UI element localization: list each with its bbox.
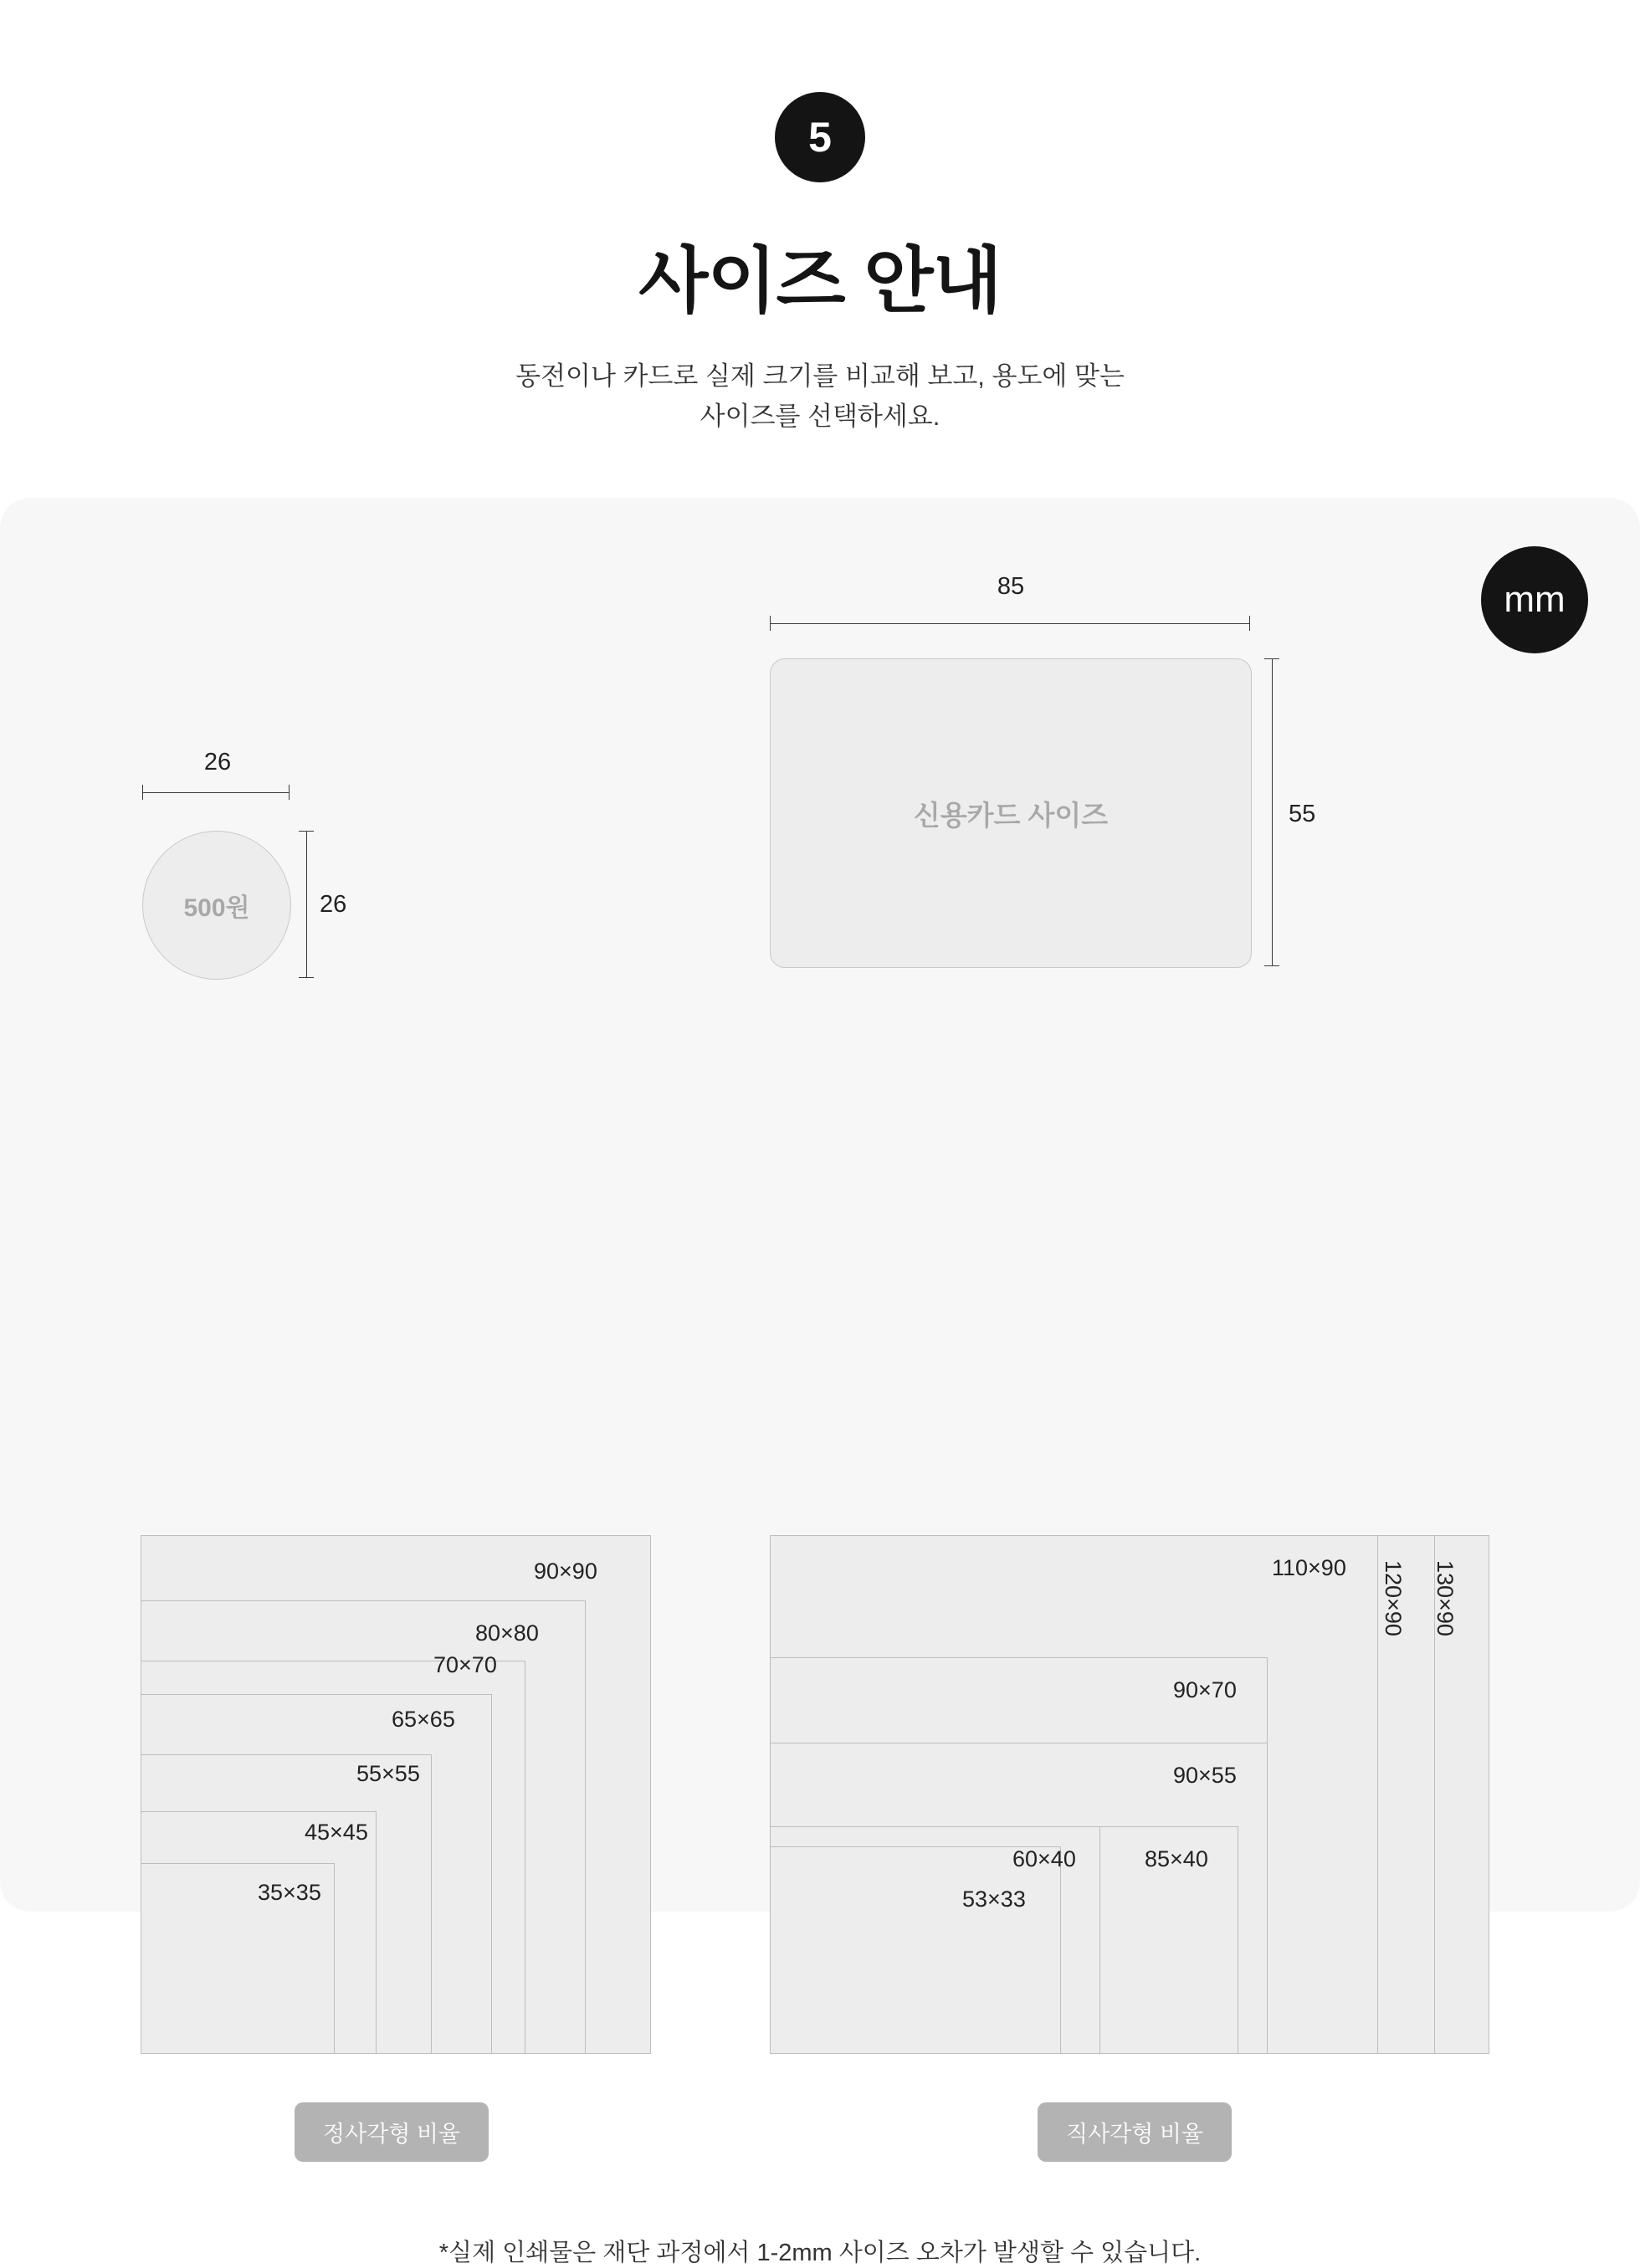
coin-width-dim-line [142,792,290,793]
coin-width-label: 26 [203,749,232,776]
rect-label-120x90: 120×90 [1381,1560,1406,1636]
page-subtitle-line1: 동전이나 카드로 실제 크기를 비교해 보고, 용도에 맞는 [515,361,1125,391]
rectangle-ratio-tag: 직사각형 비율 [1038,2102,1232,2162]
square-label-90: 90×90 [534,1559,597,1584]
square-label-45: 45×45 [305,1820,368,1845]
rect-label-85x40: 85×40 [1145,1846,1208,1871]
square-label-55: 55×55 [356,1761,420,1786]
square-size-diagram [141,1535,659,2071]
card-width-tick-right [1249,616,1250,631]
card-width-dim-line [770,623,1250,624]
coin-width-tick-right [289,785,290,800]
card-reference [770,573,1339,1159]
coin-label: 500원 [183,894,250,922]
card-shape [770,658,1252,968]
page-title: 사이즈 안내 [638,241,1002,321]
rect-label-53x33: 53×33 [962,1887,1026,1912]
rectangle-size-diagram [770,1535,1489,2071]
rect-box-53x33 [770,1846,1061,2054]
square-label-35: 35×35 [258,1880,321,1905]
card-width-tick-left [770,616,771,631]
rect-label-60x40: 60×40 [1012,1846,1076,1871]
page-subtitle-line2: 사이즈를 선택하세요. [700,402,940,432]
card-height-label: 55 [1289,801,1316,827]
coin-height-label: 26 [320,891,347,918]
rect-label-90x70: 90×70 [1173,1677,1237,1702]
square-ratio-tag: 정사각형 비율 [295,2102,489,2162]
page-header [0,0,1640,437]
card-width-label: 85 [997,573,1025,600]
coin-shape [142,831,291,980]
coin-width-tick-left [142,785,143,800]
step-badge: 5 [775,92,865,182]
coin-height-dim-line [306,831,307,978]
rect-label-110x90: 110×90 [1272,1555,1346,1580]
card-height-tick-bottom [1264,965,1279,966]
rect-label-90x55: 90×55 [1173,1763,1237,1788]
coin-height-tick-bottom [299,977,314,978]
coin-reference [142,749,393,1033]
size-panel [0,498,1640,2266]
coin-height-tick-top [299,831,314,832]
unit-badge: mm [1481,546,1588,653]
square-label-65: 65×65 [392,1707,455,1732]
rect-label-130x90: 130×90 [1432,1560,1458,1636]
square-label-70: 70×70 [433,1652,497,1677]
footnote: *실제 인쇄물은 재단 과정에서 1-2mm 사이즈 오차가 발생할 수 있습니다. [438,2240,1202,2266]
card-label: 신용카드 사이즈 [913,799,1109,831]
card-height-dim-line [1272,658,1273,966]
page-subtitle [0,356,1640,437]
square-label-80: 80×80 [475,1620,539,1646]
card-height-tick-top [1264,658,1279,659]
